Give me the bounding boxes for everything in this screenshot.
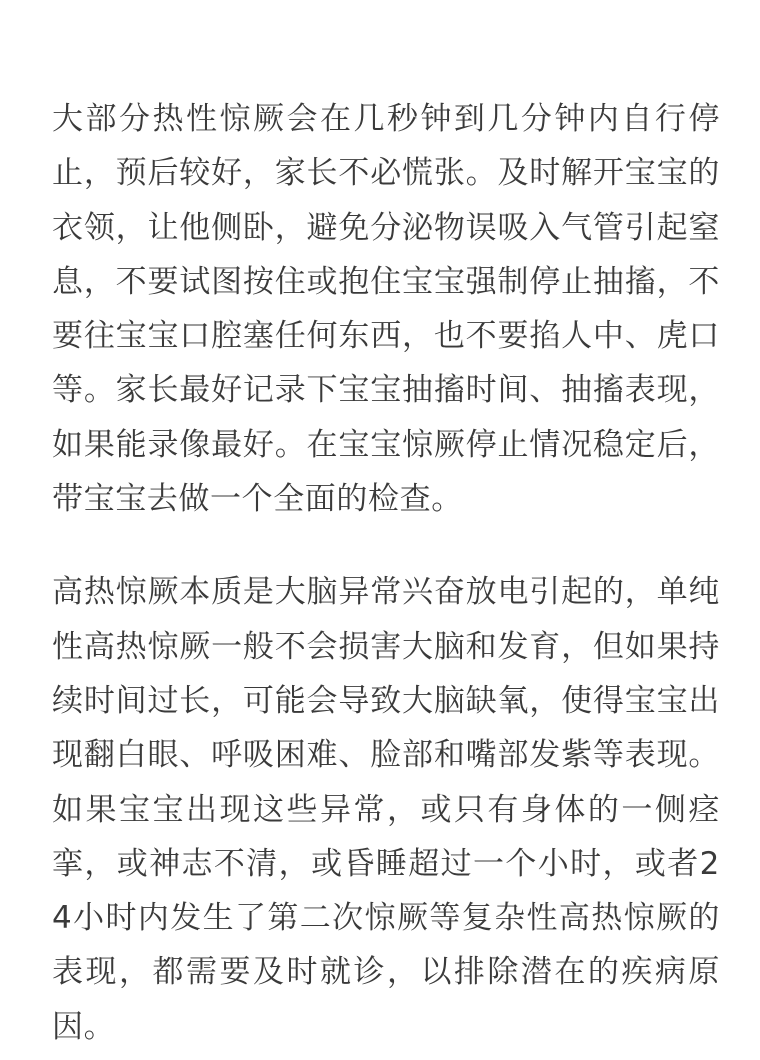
article-body xyxy=(52,92,720,1054)
paragraph-when-to-see-doctor: 高热惊厥本质是大脑异常兴奋放电引起的，单纯性高热惊厥一般不会损害大脑和发育，但如果持续时间过长，可能会导致大脑缺氧，使得宝宝出现翻白眼、呼吸困难、脸部和嘴部发紫等表现。如果宝宝出现这些异常，或只有身体的一侧痉挛，或神志不清，或昏睡超过一个小时，或者24小时内发生了第二次惊厥等复杂性高热惊厥的表现，都需要及时就诊，以排除潜在的疾病原因。 xyxy=(52,574,720,1045)
paragraph-first-aid: 大部分热性惊厥会在几秒钟到几分钟内自行停止，预后较好，家长不必慌张。及时解开宝宝的衣领，让他侧卧，避免分泌物误吸入气管引起窒息，不要试图按住或抱住宝宝强制停止抽搐，不要往宝宝口腔塞任何东西，也不要掐人中、虎口等。家长最好记录下宝宝抽搐时间、抽搐表现，如果能录像最好。在宝宝惊厥停止情况稳定后，带宝宝去做一个全面的检查。 xyxy=(52,101,720,518)
